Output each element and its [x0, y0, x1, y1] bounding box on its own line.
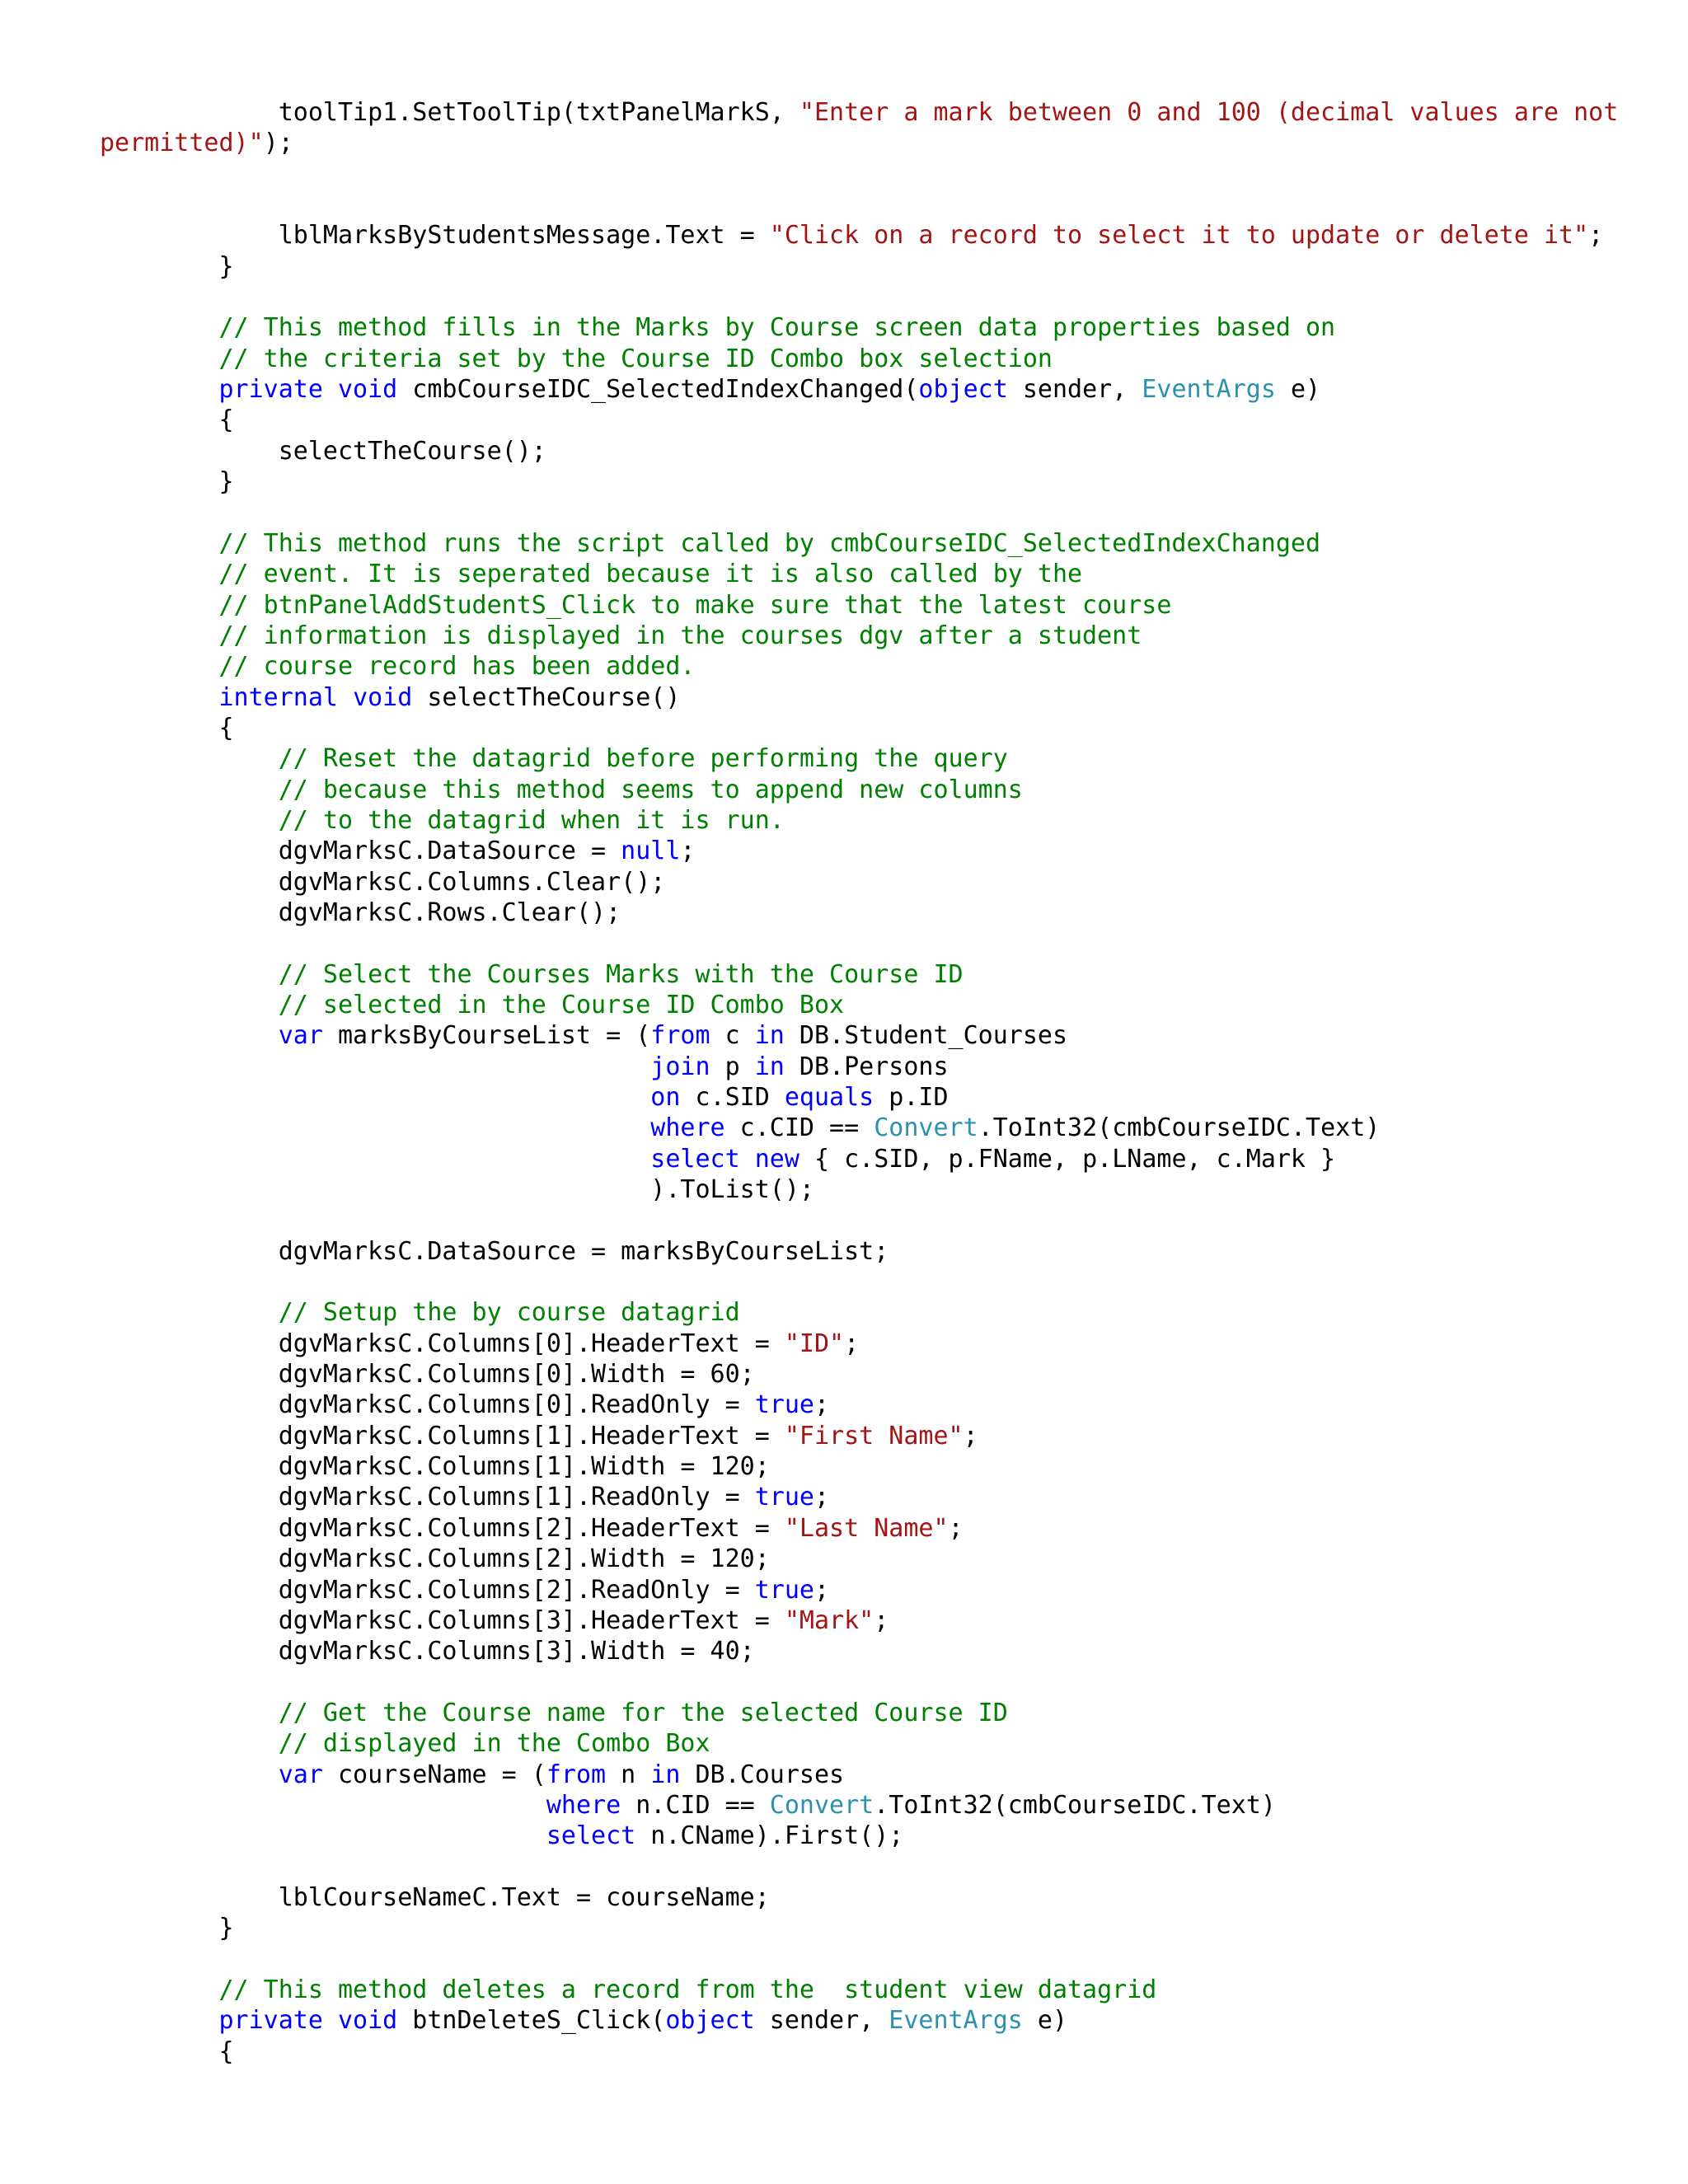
code-line: [100, 1113, 1625, 1143]
code-line: [100, 1728, 1625, 1759]
code-text: [100, 1021, 279, 1050]
code-line: [100, 1236, 1625, 1267]
code-line: [100, 621, 1625, 651]
code-text: sender,: [1007, 375, 1142, 405]
code-line: [100, 312, 1625, 343]
code-line: [100, 344, 1625, 374]
code-line: [100, 497, 1625, 527]
code-keyword: object: [665, 2006, 755, 2036]
code-comment: // displayed in the Combo Box: [100, 1729, 710, 1759]
code-comment: // event. It is seperated because it is also called by the: [100, 560, 1083, 589]
code-comment: // Reset the datagrid before performing the query: [100, 744, 1008, 774]
code-line: [100, 1174, 1625, 1205]
code-text: e): [1022, 2006, 1068, 2036]
code-keyword: new: [754, 1144, 799, 1174]
code-text: [100, 1083, 650, 1112]
code-line: [100, 1944, 1625, 1975]
code-text: dgvMarksC.Columns.Clear();: [100, 867, 666, 897]
code-type: EventArgs: [889, 2006, 1023, 2036]
code-keyword: true: [754, 1483, 814, 1512]
code-text: dgvMarksC.DataSource = marksByCourseList;: [100, 1236, 889, 1266]
code-line: [100, 836, 1625, 866]
code-comment: // course record has been added.: [100, 652, 696, 682]
code-line: [100, 1975, 1625, 2005]
code-comment: // because this method seems to append new columns: [100, 775, 1023, 804]
code-text: [100, 1145, 650, 1174]
code-line: [100, 1790, 1625, 1821]
code-type: EventArgs: [1142, 375, 1276, 405]
code-line: [100, 990, 1625, 1020]
code-text: cmbCourseIDC_SelectedIndexChanged(: [397, 375, 919, 405]
code-text: n.CName).First();: [635, 1821, 904, 1851]
code-text: dgvMarksC.Columns[3].HeaderText =: [100, 1605, 785, 1635]
code-comment: // Setup the by course datagrid: [100, 1298, 740, 1328]
code-text: lblMarksByStudentsMessage.Text =: [100, 221, 770, 251]
code-text: ;: [1588, 221, 1604, 251]
code-line: [100, 282, 1625, 312]
code-line: [100, 466, 1625, 497]
code-listing: [100, 97, 1625, 2067]
code-text: }: [100, 1914, 234, 1943]
code-keyword: private: [218, 375, 323, 405]
code-text: DB.Courses: [680, 1760, 845, 1789]
code-line: [100, 436, 1625, 466]
code-text: [100, 375, 219, 404]
code-text: dgvMarksC.Columns[0].Width = 60;: [100, 1360, 755, 1390]
code-text: lblCourseNameC.Text = courseName;: [100, 1882, 770, 1912]
code-text: }: [100, 467, 234, 497]
code-line: [100, 1698, 1625, 1728]
code-text: n.CID ==: [621, 1790, 770, 1820]
code-line: [100, 251, 1625, 282]
code-line: [100, 1052, 1625, 1082]
code-line: [100, 220, 1625, 251]
code-text: { c.SID, p.FName, p.LName, c.Mark }: [799, 1144, 1336, 1174]
code-text: ;: [814, 1575, 830, 1605]
code-keyword: in: [754, 1021, 785, 1051]
code-text: dgvMarksC.Columns[2].HeaderText =: [100, 1513, 785, 1543]
code-line: [100, 1020, 1625, 1051]
code-line: [100, 775, 1625, 805]
code-keyword: from: [546, 1760, 607, 1789]
code-line: [100, 1297, 1625, 1328]
code-text: c.CID ==: [724, 1113, 874, 1143]
code-text: [338, 683, 353, 712]
code-line: [100, 1144, 1625, 1174]
code-keyword: var: [278, 1760, 323, 1789]
code-text: {: [100, 713, 234, 743]
code-line: [100, 1390, 1625, 1420]
code-line: [100, 1605, 1625, 1636]
code-text: selectTheCourse(): [412, 682, 681, 712]
code-comment: // Select the Courses Marks with the Course ID: [100, 959, 964, 989]
code-comment: // This method runs the script called by cmbCourseIDC_SelectedIndexChanged: [100, 528, 1321, 558]
code-comment: // to the datagrid when it is run.: [100, 805, 785, 835]
code-line: [100, 97, 1625, 128]
code-keyword: equals: [784, 1083, 874, 1112]
code-keyword: null: [621, 837, 681, 866]
code-text: [323, 2006, 338, 2035]
code-line: [100, 1421, 1625, 1451]
code-text: ;: [963, 1421, 978, 1451]
code-keyword: void: [353, 682, 413, 712]
code-keyword: join: [650, 1052, 710, 1081]
code-string: "Last Name": [784, 1513, 949, 1543]
code-text: ;: [814, 1390, 830, 1420]
code-keyword: on: [650, 1083, 681, 1112]
code-text: p: [710, 1052, 755, 1081]
code-text: n: [606, 1760, 651, 1789]
code-string: "Mark": [784, 1605, 874, 1635]
code-text: selectTheCourse();: [100, 436, 546, 466]
code-text: e): [1275, 375, 1321, 405]
code-line: [100, 805, 1625, 836]
code-line: [100, 1760, 1625, 1790]
code-line: [100, 128, 1625, 158]
code-text: {: [100, 405, 234, 435]
code-line: [100, 1205, 1625, 1235]
code-text: p.ID: [874, 1083, 949, 1112]
code-string: "ID": [784, 1329, 845, 1358]
code-text: c.SID: [680, 1083, 785, 1112]
code-line: [100, 1636, 1625, 1666]
code-comment: // the criteria set by the Course ID Combo box selection: [100, 344, 1053, 373]
code-text: [100, 1791, 546, 1820]
code-keyword: internal: [218, 682, 338, 712]
code-line: [100, 1482, 1625, 1512]
code-text: {: [100, 2036, 234, 2066]
code-text: );: [263, 129, 293, 158]
code-text: [100, 1052, 650, 1081]
code-text: [100, 1760, 279, 1789]
code-text: ;: [844, 1329, 860, 1358]
code-line: [100, 2005, 1625, 2036]
code-line: [100, 1513, 1625, 1544]
code-string: "Enter a mark between 0 and 100 (decimal values are not: [799, 98, 1619, 127]
code-text: ;: [948, 1513, 964, 1543]
code-keyword: in: [650, 1760, 681, 1789]
code-text: ;: [814, 1483, 830, 1512]
code-text: [100, 1113, 650, 1142]
code-line: [100, 898, 1625, 928]
code-type: Convert: [874, 1113, 978, 1143]
code-keyword: private: [218, 2006, 323, 2036]
code-text: ;: [874, 1605, 889, 1635]
code-text: DB.Persons: [784, 1052, 949, 1081]
code-line: [100, 1082, 1625, 1113]
code-text: dgvMarksC.Columns[3].Width = 40;: [100, 1637, 755, 1666]
code-keyword: from: [650, 1021, 710, 1051]
code-keyword: void: [338, 375, 398, 405]
code-line: [100, 2036, 1625, 2067]
code-keyword: true: [754, 1575, 814, 1605]
code-text: dgvMarksC.Columns[2].ReadOnly =: [100, 1575, 755, 1605]
code-line: [100, 1267, 1625, 1297]
code-string: "Click on a record to select it to update or delete it": [769, 221, 1589, 251]
code-line: [100, 743, 1625, 774]
code-string: permitted)": [100, 129, 264, 158]
code-keyword: where: [650, 1113, 725, 1143]
code-comment: // This method fills in the Marks by Course screen data properties based on: [100, 313, 1336, 343]
code-line: [100, 559, 1625, 589]
code-text: [100, 2006, 219, 2035]
code-line: [100, 1359, 1625, 1390]
code-line: [100, 928, 1625, 958]
code-text: }: [100, 251, 234, 281]
code-line: [100, 1882, 1625, 1913]
code-line: [100, 713, 1625, 743]
code-text: ;: [680, 837, 696, 866]
code-keyword: where: [546, 1790, 621, 1820]
code-line: [100, 528, 1625, 559]
code-keyword: object: [918, 375, 1008, 405]
code-line: [100, 1667, 1625, 1698]
code-text: [323, 375, 338, 404]
code-keyword: var: [278, 1021, 323, 1051]
code-type: Convert: [769, 1790, 874, 1820]
code-text: dgvMarksC.Rows.Clear();: [100, 898, 621, 927]
code-keyword: in: [754, 1052, 785, 1081]
code-line: [100, 1913, 1625, 1943]
code-text: [100, 1821, 546, 1850]
code-text: ).ToList();: [100, 1175, 814, 1205]
code-text: dgvMarksC.Columns[1].Width = 120;: [100, 1452, 770, 1482]
code-text: dgvMarksC.Columns[1].ReadOnly =: [100, 1483, 755, 1512]
code-text: dgvMarksC.Columns[0].ReadOnly =: [100, 1390, 755, 1420]
code-keyword: select: [546, 1821, 636, 1851]
code-text: courseName = (: [322, 1760, 546, 1789]
code-line: [100, 374, 1625, 405]
code-comment: // information is displayed in the courses dgv after a student: [100, 621, 1142, 650]
code-comment: // selected in the Course ID Combo Box: [100, 990, 845, 1019]
code-text: dgvMarksC.Columns[1].HeaderText =: [100, 1421, 785, 1451]
code-line: [100, 1821, 1625, 1851]
code-keyword: true: [754, 1390, 814, 1420]
code-text: btnDeleteS_Click(: [397, 2006, 666, 2036]
code-text: [100, 683, 219, 712]
code-comment: // btnPanelAddStudentS_Click to make sure that the latest course: [100, 590, 1172, 620]
code-line: [100, 651, 1625, 682]
code-line: [100, 159, 1625, 190]
code-line: [100, 1575, 1625, 1605]
code-text: DB.Student_Courses: [784, 1021, 1068, 1051]
code-text: c: [710, 1021, 755, 1051]
code-line: [100, 190, 1625, 220]
code-text: dgvMarksC.Columns[2].Width = 120;: [100, 1544, 770, 1574]
code-text: dgvMarksC.Columns[0].HeaderText =: [100, 1329, 785, 1358]
code-line: [100, 959, 1625, 990]
code-string: "First Name": [784, 1421, 964, 1451]
code-text: toolTip1.SetToolTip(txtPanelMarkS,: [100, 98, 799, 127]
code-line: [100, 682, 1625, 713]
code-line: [100, 867, 1625, 898]
code-keyword: void: [338, 2006, 398, 2036]
code-text: dgvMarksC.DataSource =: [100, 837, 621, 866]
code-keyword: select: [650, 1144, 740, 1174]
code-line: [100, 590, 1625, 621]
code-line: [100, 1544, 1625, 1574]
code-text: [740, 1145, 755, 1174]
code-comment: // Get the Course name for the selected Course ID: [100, 1698, 1008, 1727]
code-text: sender,: [754, 2006, 889, 2036]
code-text: .ToInt32(cmbCourseIDC.Text): [874, 1790, 1276, 1820]
code-text: .ToInt32(cmbCourseIDC.Text): [978, 1113, 1381, 1143]
code-line: [100, 405, 1625, 435]
code-line: [100, 1329, 1625, 1359]
code-text: marksByCourseList = (: [322, 1021, 651, 1051]
code-line: [100, 1451, 1625, 1482]
code-comment: // This method deletes a record from the student view datagrid: [100, 1975, 1157, 2004]
code-line: [100, 1852, 1625, 1882]
